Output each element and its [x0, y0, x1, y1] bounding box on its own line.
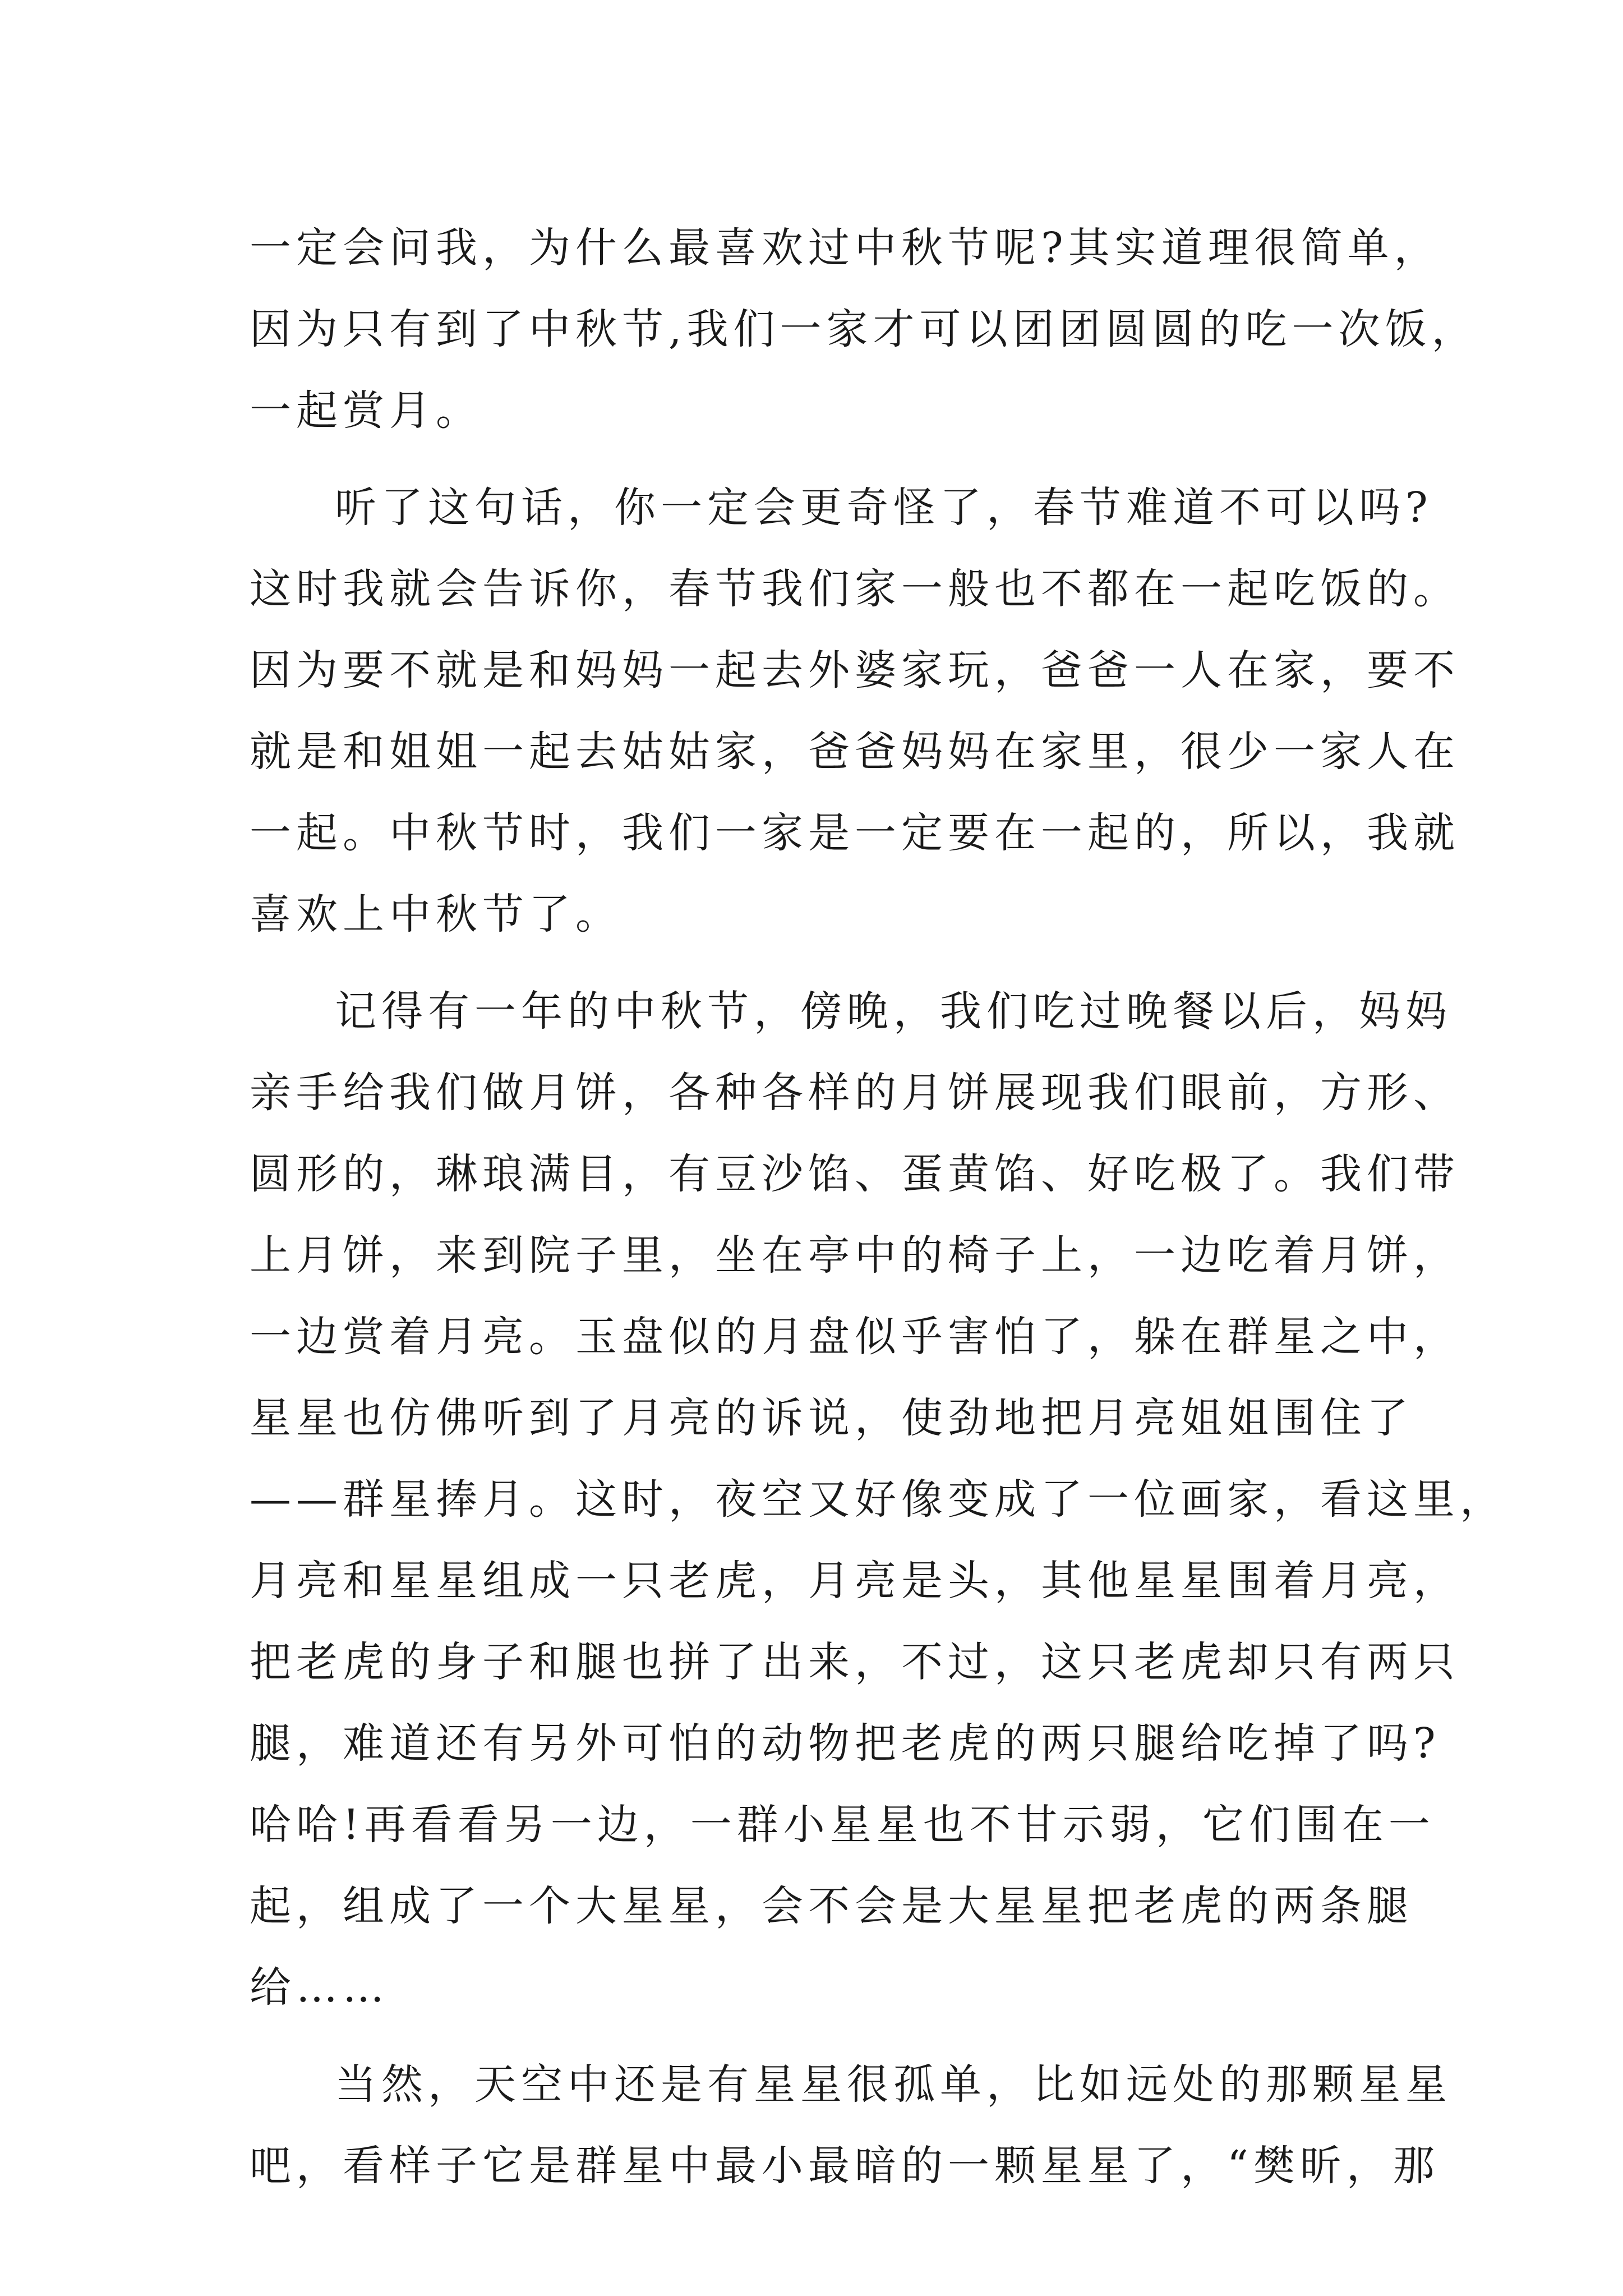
text-line: 起，组成了一个大星星，会不会是大星星把老虎的两条腿 — [250, 1882, 1413, 1930]
paragraph-gap — [250, 955, 1371, 971]
text-line: 亲手给我们做月饼，各种各样的月饼展现我们眼前，方形、 — [250, 1069, 1460, 1117]
text-line: 一定会问我，为什么最喜欢过中秋节呢?其实道理很简单， — [250, 224, 1441, 272]
text-line: 一边赏着月亮。玉盘似的月盘似乎害怕了，躲在群星之中， — [250, 1313, 1460, 1361]
paragraph-gap — [250, 452, 1371, 467]
text-line: 一起。中秋节时，我们一家是一定要在一起的，所以，我就 — [250, 809, 1460, 857]
text-line: 上月饼，来到院子里，坐在亭中的椅子上，一边吃着月饼， — [250, 1231, 1460, 1280]
text-line: 星星也仿佛听到了月亮的诉说，使劲地把月亮姐姐围住了 — [250, 1394, 1413, 1442]
text-line: 喜欢上中秋节了。 — [250, 890, 622, 938]
text-line: 就是和姐姐一起去姑姑家，爸爸妈妈在家里，很少一家人在 — [250, 728, 1460, 776]
text-line: 一起赏月。 — [250, 386, 482, 435]
paragraph-gap — [250, 2028, 1371, 2044]
document-body — [250, 208, 1506, 2207]
text-line: 月亮和星星组成一只老虎，月亮是头，其他星星围着月亮， — [250, 1557, 1460, 1605]
text-line: 给…… — [250, 1963, 389, 2012]
text-line: 因为要不就是和妈妈一起去外婆家玩，爸爸一人在家，要不 — [250, 646, 1460, 694]
text-line: 把老虎的身子和腿也拼了出来，不过，这只老虎却只有两只 — [250, 1638, 1460, 1686]
text-line-paragraph-start: 记得有一年的中秋节，傍晚，我们吃过晚餐以后，妈妈 — [335, 987, 1452, 1036]
text-line-paragraph-start: 当然，天空中还是有星星很孤单，比如远处的那颗星星 — [335, 2060, 1452, 2109]
text-line: 哈哈!再看看另一边，一群小星星也不甘示弱，它们围在一 — [250, 1801, 1435, 1849]
text-line: 圆形的，琳琅满目，有豆沙馅、蛋黄馅、好吃极了。我们带 — [250, 1150, 1460, 1198]
text-line: 因为只有到了中秋节,我们一家才可以团团圆圆的吃一次饭， — [250, 305, 1478, 353]
text-line: 吧，看样子它是群星中最小最暗的一颗星星了，“樊昕，那 — [250, 2142, 1440, 2190]
text-line-paragraph-start: 听了这句话，你一定会更奇怪了，春节难道不可以吗? — [335, 484, 1433, 532]
text-line: 这时我就会告诉你，春节我们家一般也不都在一起吃饭的。 — [250, 565, 1460, 613]
text-line: 腿，难道还有另外可怕的动物把老虎的两只腿给吃掉了吗? — [250, 1719, 1441, 1768]
text-line: ——群星捧月。这时，夜空又好像变成了一位画家，看这里， — [250, 1475, 1506, 1524]
